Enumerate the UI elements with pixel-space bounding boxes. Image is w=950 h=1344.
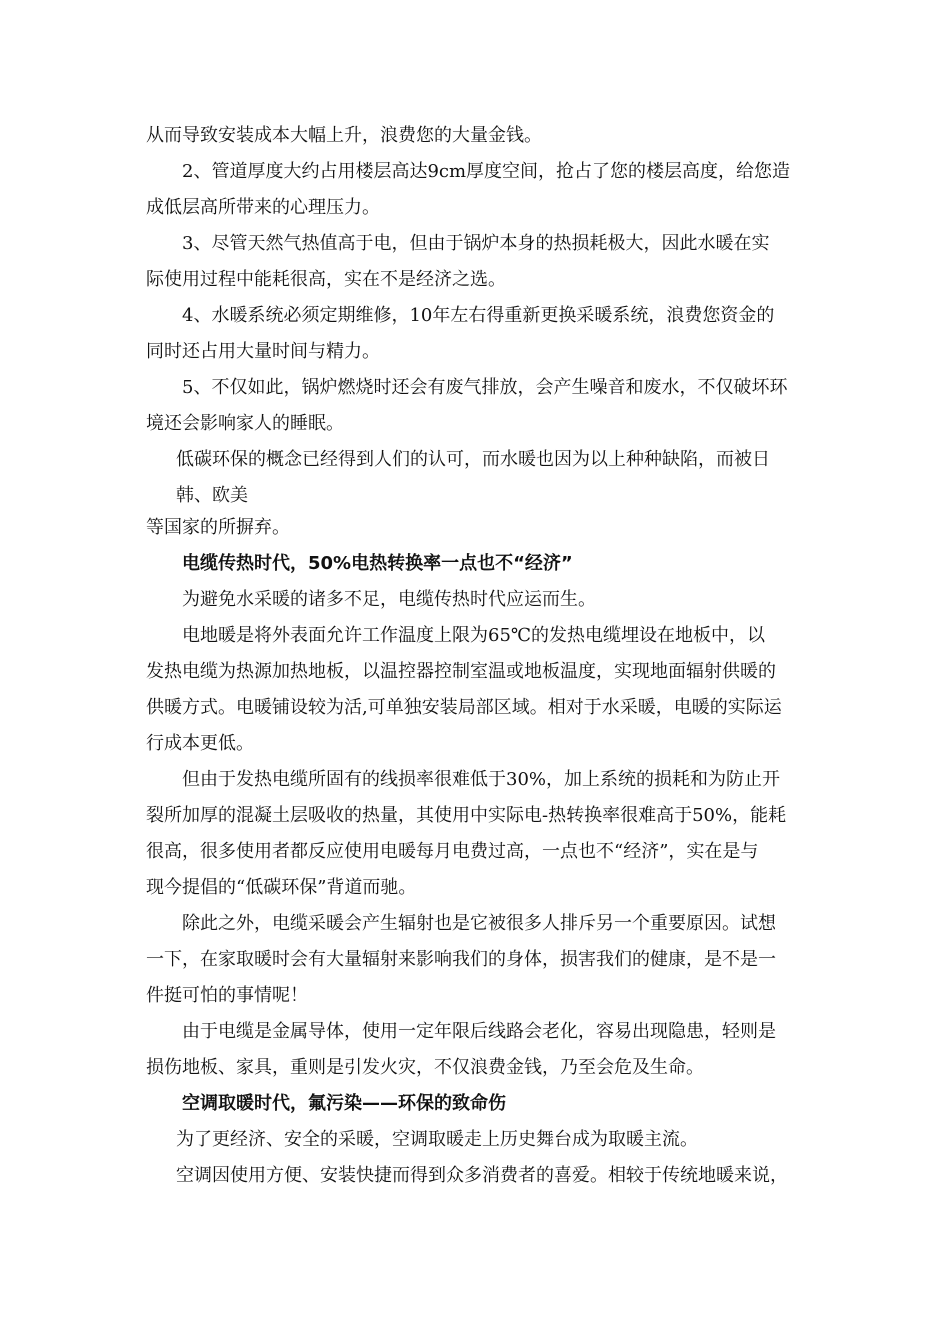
section-heading: 电缆传热时代，50%电热转换率一点也不“经济” [182,553,573,574]
paragraph-line: 等国家的所摒弃。 [146,517,290,538]
section-heading: 空调取暖时代，氟污染——环保的致命伤 [182,1093,506,1114]
paragraph-line: 同时还占用大量时间与精力。 [146,341,380,362]
paragraph-line: 一下，在家取暖时会有大量辐射来影响我们的身体，损害我们的健康，是不是一 [146,949,776,970]
paragraph-line: 损伤地板、家具，重则是引发火灾，不仅浪费金钱，乃至会危及生命。 [146,1057,704,1078]
paragraph-line: 但由于发热电缆所固有的线损率很难低于30%，加上系统的损耗和为防止开 [182,769,781,790]
paragraph-line: 由于电缆是金属导体，使用一定年限后线路会老化，容易出现隐患，轻则是 [182,1021,776,1042]
paragraph-line: 发热电缆为热源加热地板，以温控器控制室温或地板温度，实现地面辐射供暖的 [146,661,776,682]
paragraph-line: 为避免水采暖的诸多不足，电缆传热时代应运而生。 [182,589,596,610]
paragraph-line: 境还会影响家人的睡眠。 [146,413,344,434]
paragraph-line: 电地暖是将外表面允许工作温度上限为65℃的发热电缆埋设在地板中，以 [182,625,766,646]
paragraph-line: 5、不仅如此，锅炉燃烧时还会有废气排放，会产生噪音和废水，不仅破坏环 [182,377,788,398]
paragraph-line: 很高，很多使用者都反应使用电暖每月电费过高，一点也不“经济”，实在是与 [146,841,759,862]
paragraph-line: 除此之外，电缆采暖会产生辐射也是它被很多人排斥另一个重要原因。试想 [182,913,776,934]
paragraph-line: 空调因使用方便、安装快捷而得到众多消费者的喜爱。相较于传统地暖来说， [176,1165,788,1186]
paragraph-line: 3、尽管天然气热值高于电，但由于锅炉本身的热损耗极大，因此水暖在实 [182,233,770,254]
paragraph-line: 为了更经济、安全的采暖，空调取暖走上历史舞台成为取暖主流。 [176,1129,698,1150]
paragraph-line: 成低层高所带来的心理压力。 [146,197,380,218]
paragraph-line: 韩、欧美 [176,485,248,506]
paragraph-line: 行成本更低。 [146,733,254,754]
paragraph-line: 现今提倡的“低碳环保”背道而驰。 [146,877,417,898]
paragraph-line: 4、水暖系统必须定期维修，10年左右得重新更换采暖系统，浪费您资金的 [182,305,775,326]
paragraph-line: 2、管道厚度大约占用楼层高达9cm厚度空间，抢占了您的楼层高度，给您造 [182,161,791,182]
paragraph-line: 裂所加厚的混凝土层吸收的热量，其使用中实际电-热转换率很难高于50%，能耗 [146,805,787,826]
paragraph-line: 际使用过程中能耗很高，实在不是经济之选。 [146,269,506,290]
paragraph-line: 件挺可怕的事情呢！ [146,985,308,1006]
paragraph-line: 低碳环保的概念已经得到人们的认可，而水暖也因为以上种种缺陷，而被日 [176,449,770,470]
paragraph-line: 从而导致安装成本大幅上升，浪费您的大量金钱。 [146,125,542,146]
paragraph-line: 供暖方式。电暖铺设较为活,可单独安装局部区域。相对于水采暖，电暖的实际运 [146,697,782,718]
